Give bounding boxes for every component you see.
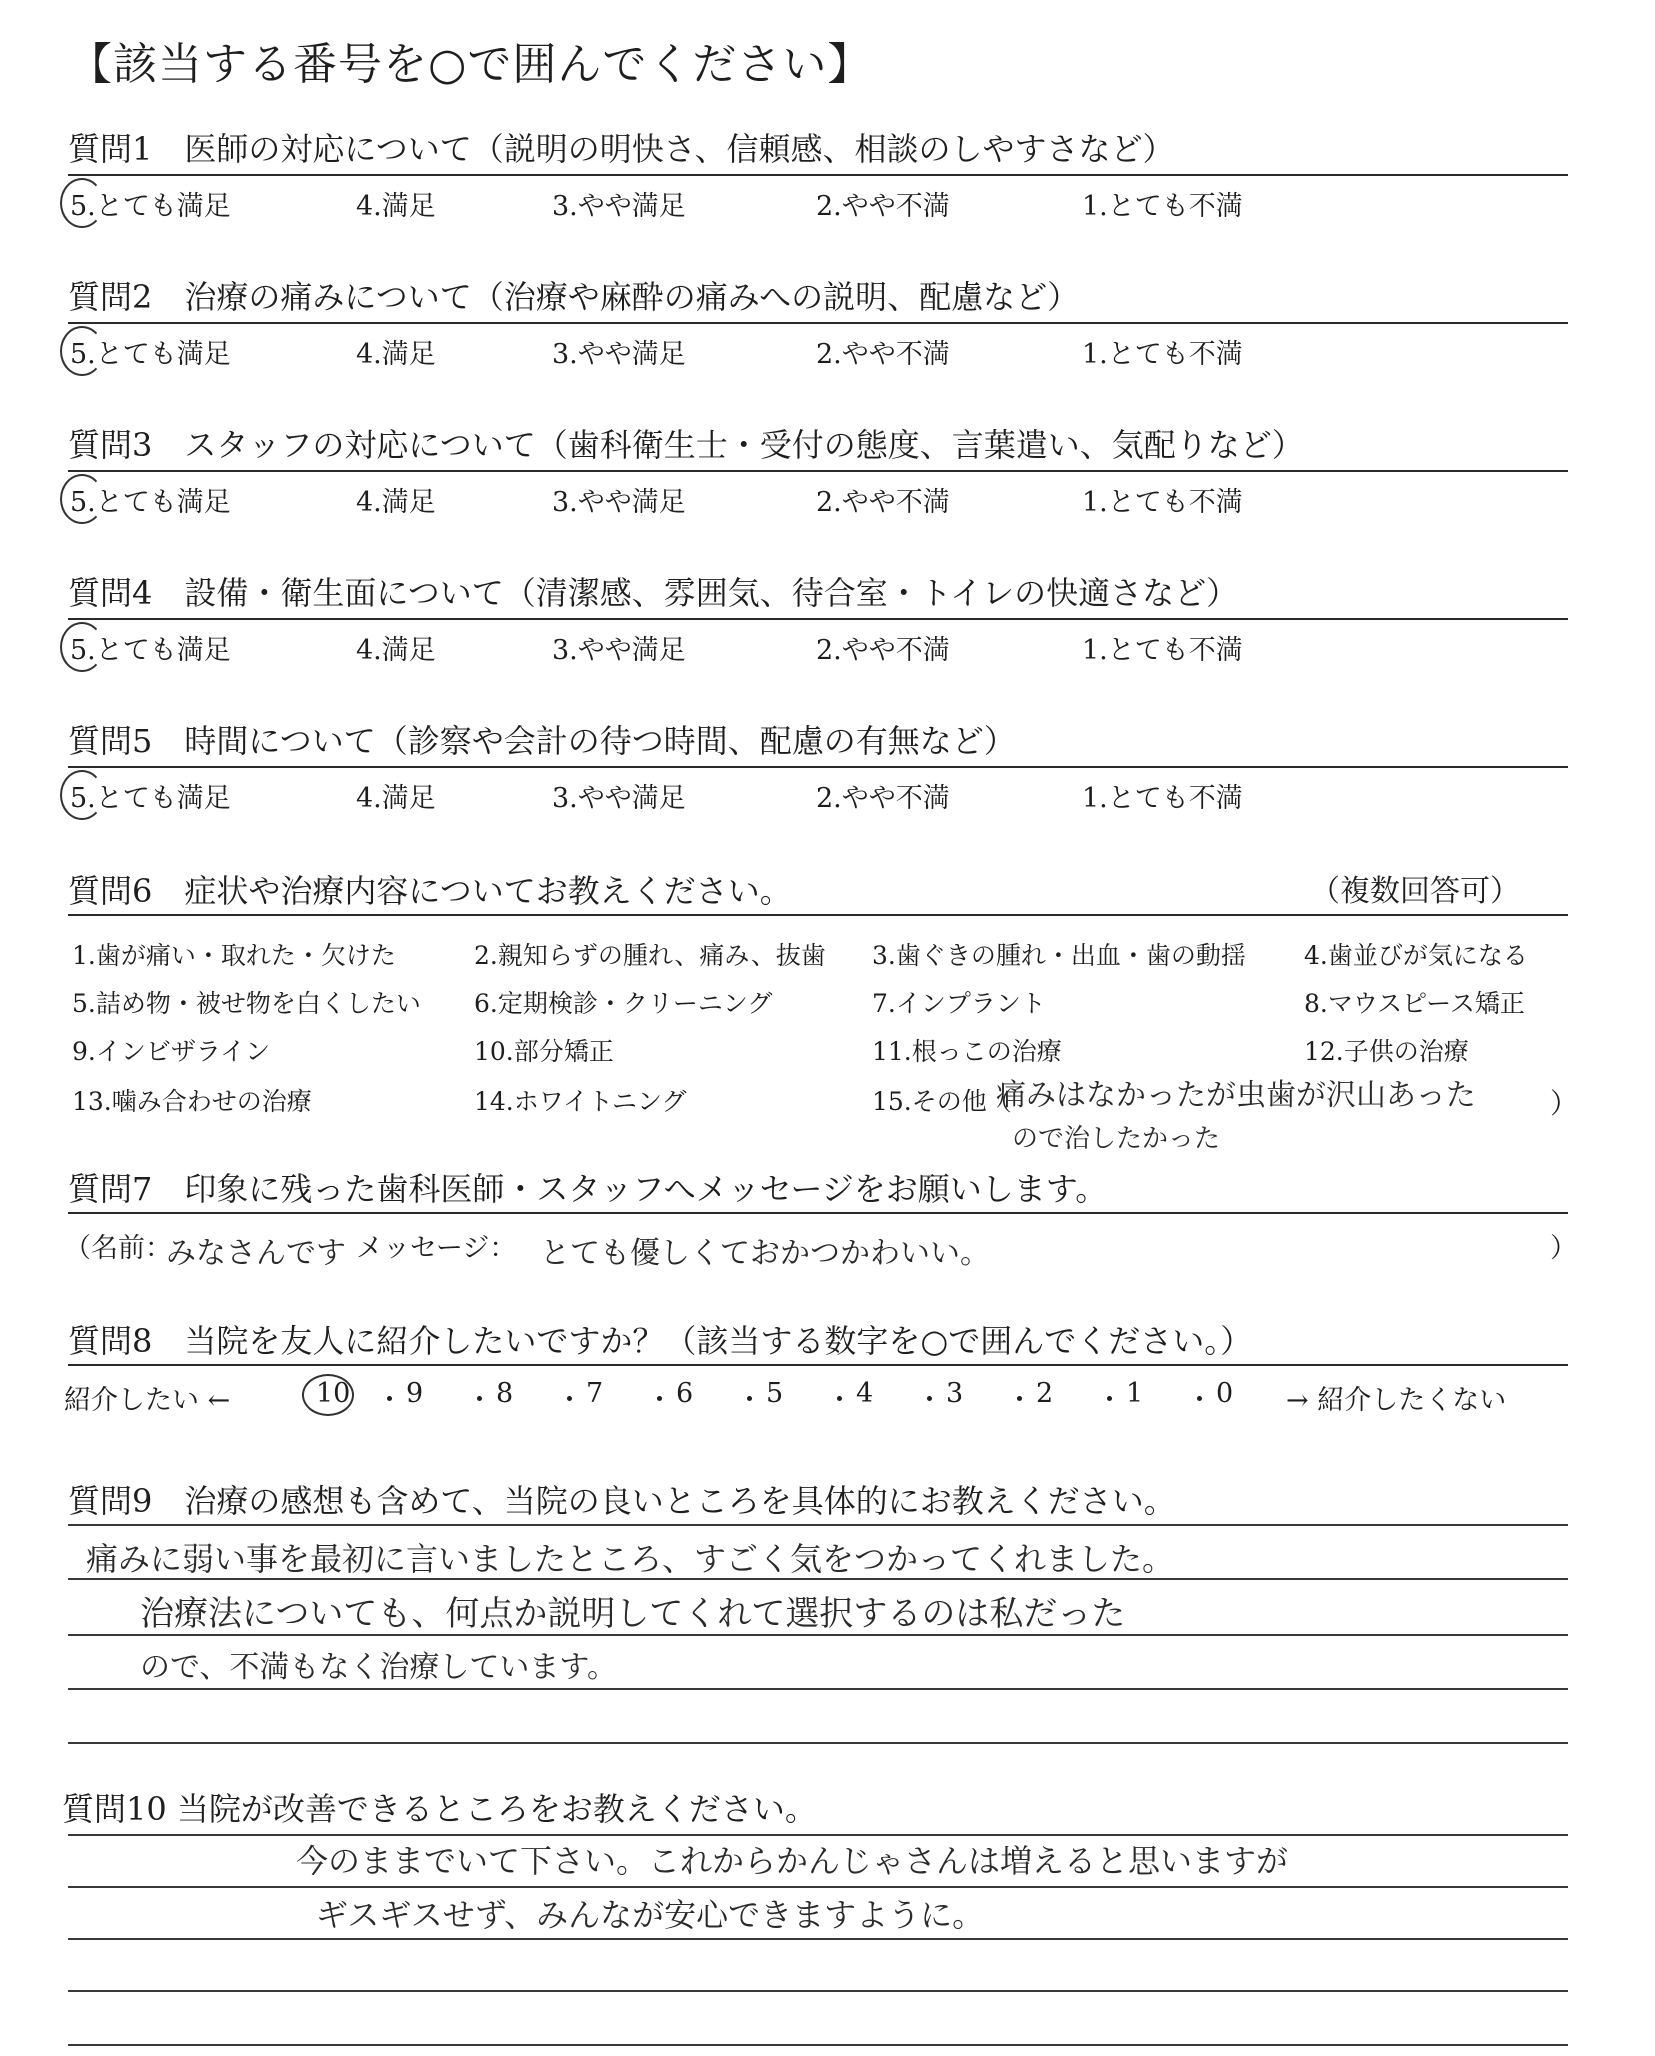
q3-title: 質問3 スタッフの対応について（歯科衛生士・受付の態度、言葉遣い、気配りなど）: [68, 426, 1304, 464]
q3-option-2[interactable]: 2.やや不満: [816, 487, 950, 518]
form-title: 【該当する番号を○で囲んでください】: [68, 39, 873, 90]
q1-option-3[interactable]: 3.やや満足: [552, 191, 686, 222]
q6-option-2[interactable]: 2.親知らずの腫れ、痛み、抜歯: [474, 941, 826, 970]
q6-option-12[interactable]: 12.子供の治療: [1304, 1037, 1469, 1066]
q6-option-7[interactable]: 7.インプラント: [872, 989, 1046, 1018]
q5-option-2[interactable]: 2.やや不満: [816, 783, 950, 814]
q8-right-label: → 紹介したくない: [1286, 1385, 1507, 1416]
q8-scale-4[interactable]: 4: [856, 1378, 874, 1409]
q8-scale-separator: ・: [1096, 1385, 1123, 1416]
q7-close: ）: [1550, 1233, 1577, 1264]
q7-message-label: メッセージ：: [356, 1233, 517, 1264]
q6-option-4[interactable]: 4.歯並びが気になる: [1304, 941, 1528, 970]
q1-title: 質問1 医師の対応について（説明の明快さ、信頼感、相談のしやすさなど）: [68, 130, 1175, 168]
q8-selection-circle: [302, 1374, 354, 1416]
q10-line-4: [68, 1990, 1568, 1992]
q6-title: 質問6 症状や治療内容についてお教えください。: [68, 872, 792, 910]
q4-option-1[interactable]: 1.とても不満: [1082, 635, 1243, 666]
q1-option-5[interactable]: 5.とても満足: [70, 191, 231, 222]
q1-option-1[interactable]: 1.とても不満: [1082, 191, 1243, 222]
q1-rule: [68, 174, 1568, 176]
q1-option-2[interactable]: 2.やや不満: [816, 191, 950, 222]
q6-rule: [68, 914, 1568, 916]
q8-scale-6[interactable]: 6: [676, 1378, 694, 1409]
q7-rule: [68, 1212, 1568, 1214]
q2-rule: [68, 322, 1568, 324]
q5-selection-circle: [60, 770, 104, 820]
q10-title: 質問10 当院が改善できるところをお教えください。: [62, 1790, 817, 1828]
q6-option-10[interactable]: 10.部分矯正: [474, 1037, 614, 1066]
q8-scale-separator: ・: [556, 1385, 583, 1416]
q5-option-4[interactable]: 4.満足: [356, 783, 436, 814]
q6-option-9[interactable]: 9.インビザライン: [72, 1037, 271, 1066]
q5-option-5[interactable]: 5.とても満足: [70, 783, 231, 814]
q6-option-3[interactable]: 3.歯ぐきの腫れ・出血・歯の動揺: [872, 941, 1246, 970]
q3-selection-circle: [60, 474, 104, 524]
q8-scale-separator: ・: [826, 1385, 853, 1416]
q3-option-3[interactable]: 3.やや満足: [552, 487, 686, 518]
q6-option-11[interactable]: 11.根っこの治療: [872, 1037, 1062, 1066]
q8-scale-10[interactable]: 10: [316, 1378, 351, 1409]
q8-scale-separator: ・: [1186, 1385, 1213, 1416]
q5-option-1[interactable]: 1.とても不満: [1082, 783, 1243, 814]
q9-line-1: [68, 1524, 1568, 1526]
q9-line-5: [68, 1742, 1568, 1744]
q2-option-2[interactable]: 2.やや不満: [816, 339, 950, 370]
q9-title: 質問9 治療の感想も含めて、当院の良いところを具体的にお教えください。: [68, 1482, 1176, 1520]
q10-answer-1: 今のままでいて下さい。これからかんじゃさんは増えると思いますが: [296, 1842, 1289, 1880]
q8-scale-8[interactable]: 8: [496, 1378, 514, 1409]
q10-line-5: [68, 2044, 1568, 2046]
q8-scale-5[interactable]: 5: [766, 1378, 784, 1409]
q8-scale-1[interactable]: 1: [1126, 1378, 1144, 1409]
q7-message-value: とても優しくておかつかわいい。: [540, 1236, 990, 1271]
q8-scale-separator: ・: [1006, 1385, 1033, 1416]
q8-rule: [68, 1364, 1568, 1366]
q10-line-3: [68, 1938, 1568, 1940]
q9-answer-3: ので、不満もなく治療しています。: [140, 1650, 617, 1685]
q1-selection-circle: [60, 178, 104, 228]
q6-other-text-2: ので治したかった: [1012, 1124, 1221, 1154]
q4-option-2[interactable]: 2.やや不満: [816, 635, 950, 666]
q8-left-label: 紹介したい ←: [64, 1385, 231, 1416]
q4-option-4[interactable]: 4.満足: [356, 635, 436, 666]
q2-selection-circle: [60, 326, 104, 376]
q6-option-6[interactable]: 6.定期検診・クリーニング: [474, 989, 773, 1018]
q7-name-label: （名前：: [64, 1233, 172, 1264]
q6-other-close: ）: [1550, 1087, 1579, 1120]
q3-option-1[interactable]: 1.とても不満: [1082, 487, 1243, 518]
q8-scale-9[interactable]: 9: [406, 1378, 424, 1409]
q2-option-5[interactable]: 5.とても満足: [70, 339, 231, 370]
q3-option-4[interactable]: 4.満足: [356, 487, 436, 518]
q5-rule: [68, 766, 1568, 768]
q7-name-value: みなさんです: [166, 1236, 346, 1271]
q6-option-15[interactable]: 15.その他（: [872, 1087, 1012, 1116]
q9-answer-1: 痛みに弱い事を最初に言いましたところ、すごく気をつかってくれました。: [86, 1540, 1175, 1578]
q4-rule: [68, 618, 1568, 620]
q6-option-8[interactable]: 8.マウスピース矯正: [1304, 989, 1525, 1018]
q9-answer-2: 治療法についても、何点か説明してくれて選択するのは私だった: [140, 1594, 1126, 1634]
q8-scale-0[interactable]: 0: [1216, 1378, 1234, 1409]
q8-scale-separator: ・: [466, 1385, 493, 1416]
q8-scale-7[interactable]: 7: [586, 1378, 604, 1409]
q4-selection-circle: [60, 622, 104, 672]
q6-option-1[interactable]: 1.歯が痛い・取れた・欠けた: [72, 941, 396, 970]
q1-option-4[interactable]: 4.満足: [356, 191, 436, 222]
q8-scale-3[interactable]: 3: [946, 1378, 964, 1409]
q7-title: 質問7 印象に残った歯科医師・スタッフへメッセージをお願いします。: [68, 1170, 1108, 1208]
q4-option-5[interactable]: 5.とても満足: [70, 635, 231, 666]
q8-scale-separator: ・: [376, 1385, 403, 1416]
q8-scale-separator: ・: [646, 1385, 673, 1416]
q5-title: 質問5 時間について（診察や会計の待つ時間、配慮の有無など）: [68, 722, 1016, 760]
q5-option-3[interactable]: 3.やや満足: [552, 783, 686, 814]
q10-answer-2: ギスギスせず、みんなが安心できますように。: [316, 1896, 985, 1934]
q2-option-1[interactable]: 1.とても不満: [1082, 339, 1243, 370]
q3-rule: [68, 470, 1568, 472]
q9-line-4: [68, 1688, 1568, 1690]
q6-option-14[interactable]: 14.ホワイトニング: [474, 1087, 687, 1116]
q6-other-text-1: 痛みはなかったが虫歯が沢山あった: [996, 1078, 1476, 1113]
q8-scale-2[interactable]: 2: [1036, 1378, 1054, 1409]
q3-option-5[interactable]: 5.とても満足: [70, 487, 231, 518]
q6-note: （複数回答可）: [1310, 874, 1520, 909]
q2-option-4[interactable]: 4.満足: [356, 339, 436, 370]
q6-option-5[interactable]: 5.詰め物・被せ物を白くしたい: [72, 989, 421, 1018]
q2-option-3[interactable]: 3.やや満足: [552, 339, 686, 370]
q4-title: 質問4 設備・衛生面について（清潔感、雰囲気、待合室・トイレの快適さなど）: [68, 574, 1239, 612]
q2-title: 質問2 治療の痛みについて（治療や麻酔の痛みへの説明、配慮など）: [68, 278, 1080, 316]
q8-scale-separator: ・: [736, 1385, 763, 1416]
q8-scale-separator: ・: [916, 1385, 943, 1416]
q8-title: 質問8 当院を友人に紹介したいですか？（該当する数字を○で囲んでください。）: [68, 1322, 1253, 1360]
q10-line-2: [68, 1886, 1568, 1888]
q4-option-3[interactable]: 3.やや満足: [552, 635, 686, 666]
q6-option-13[interactable]: 13.噛み合わせの治療: [72, 1087, 312, 1116]
